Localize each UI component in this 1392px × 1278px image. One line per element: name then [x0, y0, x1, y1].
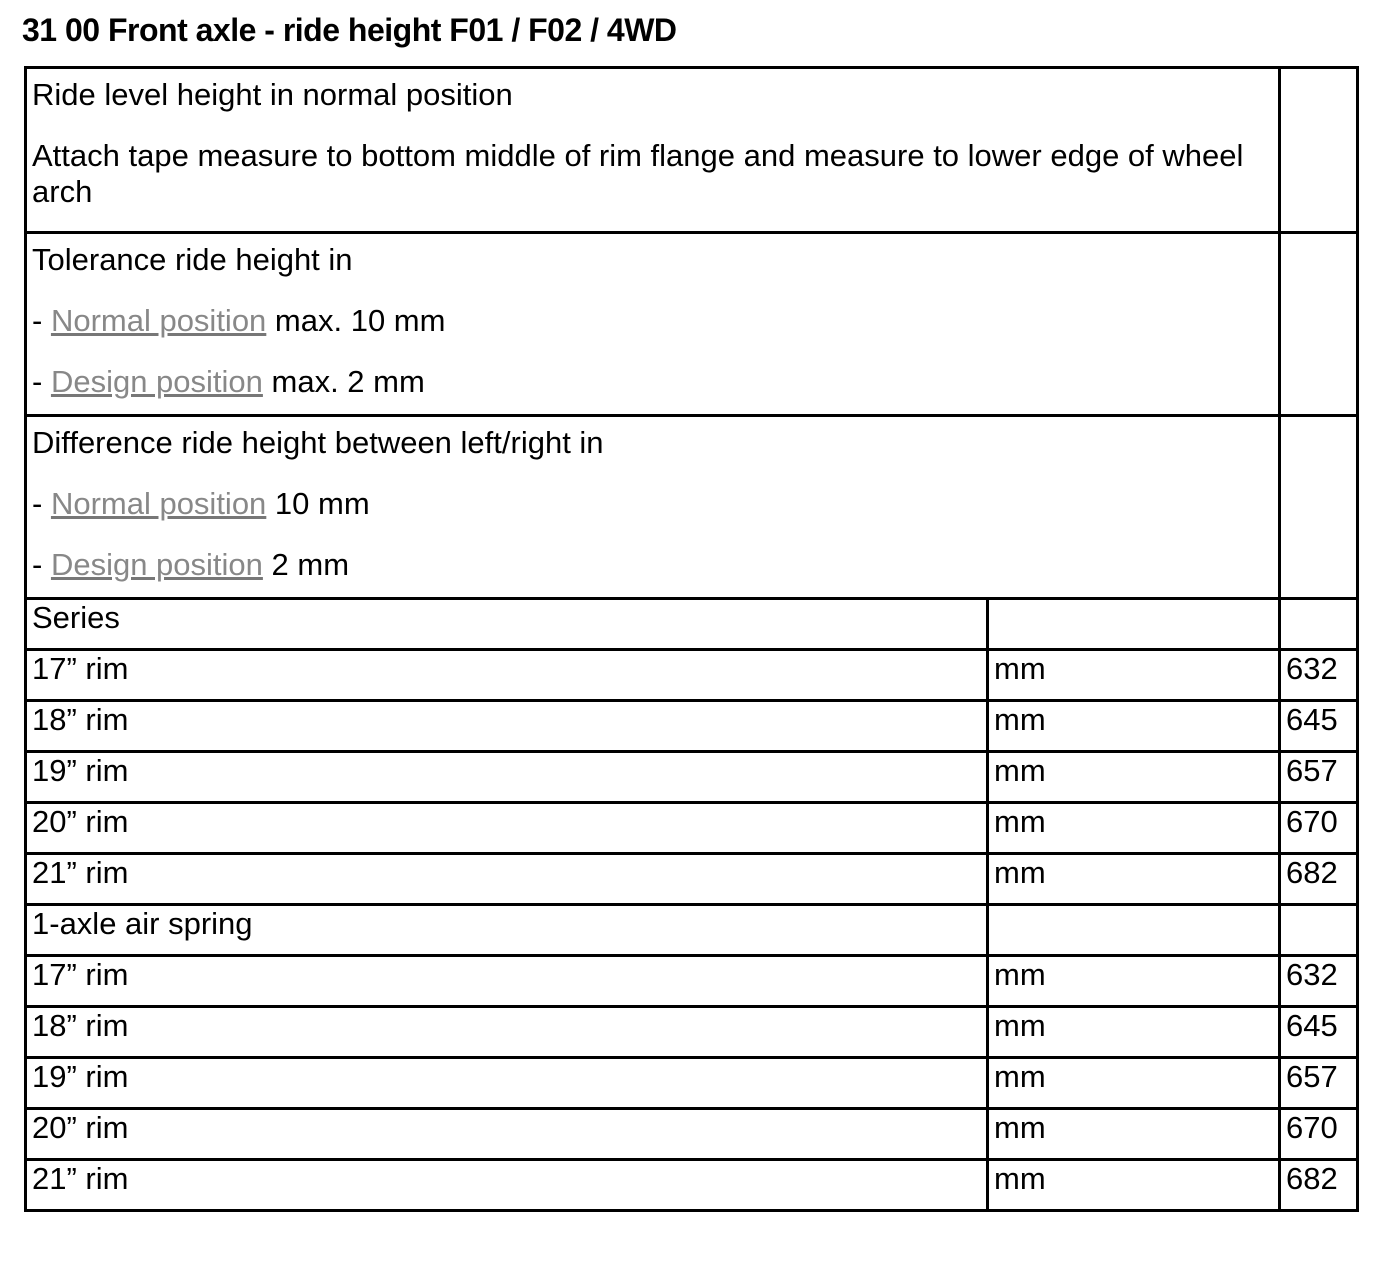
- group-header-row: [26, 905, 1358, 956]
- dash: -: [32, 303, 51, 338]
- rim-size: 21” rim: [26, 854, 988, 905]
- empty-cell: [988, 905, 1280, 956]
- rim-size: 19” rim: [26, 1058, 988, 1109]
- normal-position-link[interactable]: Normal position: [50, 303, 267, 338]
- design-position-link[interactable]: Design position: [50, 364, 263, 399]
- empty-cell: [1280, 233, 1358, 416]
- tolerance-cell: [26, 233, 1280, 416]
- difference-heading: Difference ride height between left/right in: [32, 425, 604, 460]
- rim-size: 17” rim: [26, 956, 988, 1007]
- table-row: [26, 650, 1358, 701]
- rim-size: 17” rim: [26, 650, 988, 701]
- rim-size: 20” rim: [26, 803, 988, 854]
- unit: mm: [988, 1058, 1280, 1109]
- ride-level-heading: Ride level height in normal position: [32, 77, 513, 112]
- table-row: [26, 854, 1358, 905]
- ride-height-value: 632: [1280, 650, 1358, 701]
- empty-cell: [1280, 599, 1358, 650]
- difference-normal-value: 10 mm: [266, 486, 370, 521]
- group-name: 1-axle air spring: [26, 905, 988, 956]
- unit: mm: [988, 956, 1280, 1007]
- unit: mm: [988, 1109, 1280, 1160]
- design-position-link[interactable]: Design position: [50, 547, 263, 582]
- difference-item-design: [32, 547, 1278, 583]
- rim-size: 18” rim: [26, 701, 988, 752]
- table-row: [26, 1058, 1358, 1109]
- tolerance-normal-value: max. 10 mm: [266, 303, 446, 338]
- ride-level-cell: [26, 68, 1280, 233]
- tolerance-item-normal: [32, 303, 1278, 339]
- ride-level-instruction: Attach tape measure to bottom middle of rim flange and measure to lower edge of wheel arch: [32, 138, 1244, 209]
- table-row: [26, 1160, 1358, 1211]
- dash: -: [32, 364, 51, 399]
- ride-height-value: 632: [1280, 956, 1358, 1007]
- unit: mm: [988, 803, 1280, 854]
- dash: -: [32, 547, 51, 582]
- group-header-row: [26, 599, 1358, 650]
- difference-design-value: 2 mm: [262, 547, 350, 582]
- empty-cell: [988, 599, 1280, 650]
- dash: -: [32, 486, 51, 521]
- unit: mm: [988, 650, 1280, 701]
- table-row: [26, 803, 1358, 854]
- unit: mm: [988, 854, 1280, 905]
- ride-height-value: 657: [1280, 752, 1358, 803]
- table-row: [26, 701, 1358, 752]
- ride-height-table: [24, 66, 1359, 1212]
- table-row: [26, 956, 1358, 1007]
- tolerance-row: [26, 233, 1358, 416]
- unit: mm: [988, 701, 1280, 752]
- unit: mm: [988, 1160, 1280, 1211]
- ride-height-value: 682: [1280, 1160, 1358, 1211]
- tolerance-heading: Tolerance ride height in: [32, 242, 353, 277]
- table-row: [26, 1007, 1358, 1058]
- group-name: Series: [26, 599, 988, 650]
- tolerance-item-design: [32, 364, 1278, 400]
- ride-level-row: [26, 68, 1358, 233]
- rim-size: 18” rim: [26, 1007, 988, 1058]
- rim-size: 21” rim: [26, 1160, 988, 1211]
- empty-cell: [1280, 416, 1358, 599]
- ride-height-value: 657: [1280, 1058, 1358, 1109]
- normal-position-link[interactable]: Normal position: [50, 486, 267, 521]
- ride-height-value: 645: [1280, 701, 1358, 752]
- ride-height-value: 670: [1280, 803, 1358, 854]
- difference-row: [26, 416, 1358, 599]
- rim-size: 20” rim: [26, 1109, 988, 1160]
- unit: mm: [988, 1007, 1280, 1058]
- page-title: 31 00 Front axle - ride height F01 / F02 / 4WD: [22, 12, 677, 48]
- unit: mm: [988, 752, 1280, 803]
- table-row: [26, 752, 1358, 803]
- empty-cell: [1280, 905, 1358, 956]
- ride-height-value: 682: [1280, 854, 1358, 905]
- ride-height-value: 670: [1280, 1109, 1358, 1160]
- difference-cell: [26, 416, 1280, 599]
- tolerance-design-value: max. 2 mm: [262, 364, 425, 399]
- difference-item-normal: [32, 486, 1278, 522]
- ride-height-value: 645: [1280, 1007, 1358, 1058]
- table-row: [26, 1109, 1358, 1160]
- empty-cell: [1280, 68, 1358, 233]
- rim-size: 19” rim: [26, 752, 988, 803]
